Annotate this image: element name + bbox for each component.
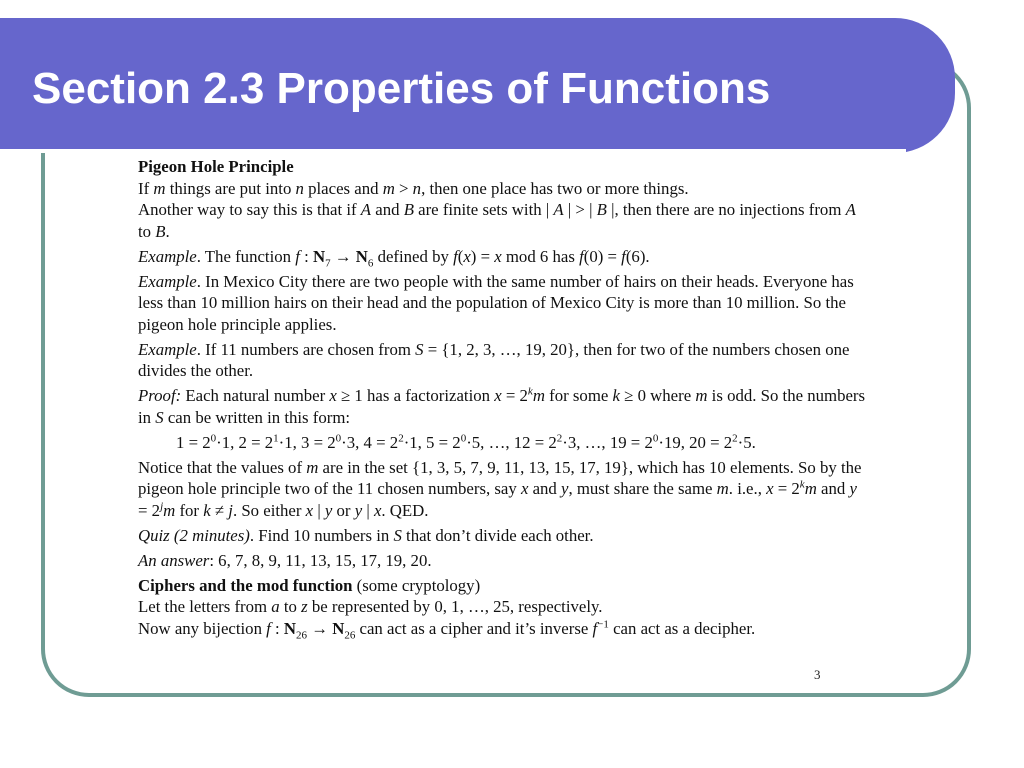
proof-paragraph: Proof: Each natural number x ≥ 1 has a factorization $x = 2^km$ for some k ≥ 0 where m is odd. So the numbers in S can be written in this form: bbox=[138, 385, 866, 427]
answer-paragraph: An answer: 6, 7, 8, 9, 11, 13, 15, 17, 19, 20. bbox=[138, 550, 432, 570]
slide-content bbox=[138, 156, 868, 639]
pigeonhole-heading: Pigeon Hole Principle bbox=[138, 157, 294, 176]
slide-title: Section 2.3 Properties of Functions bbox=[32, 64, 771, 113]
quiz-paragraph: Quiz (2 minutes). Find 10 numbers in S that don’t divide each other. bbox=[138, 525, 594, 545]
cipher-letters-paragraph: Let the letters from a to z be represented by 0, 1, …, 25, respectively. bbox=[138, 597, 603, 616]
title-bar bbox=[0, 18, 955, 153]
factorization-equation: $1 = 2^0\cdot 1$, $2 = 2^1\cdot 1$, $3 = 2^0\cdot 3$, $4 = 2^2\cdot 1$, $5 = 2^0\cdot 5$, …, $12 = 2^2\cdot 3$, …, $19 = 2^0\cdot 19$, $20 = 2^2\cdot 5$. bbox=[176, 431, 756, 452]
pigeonhole-injection-statement: Another way to say this is that if A and B are finite sets with | A | > | B |, then there are no injections from A to B. bbox=[138, 200, 856, 241]
pigeonhole-statement: If m things are put into n places and m > n, then one place has two or more things. bbox=[138, 178, 689, 198]
cipher-bijection-paragraph: Now any bijection f : $N_{26} \to N_{26}$ can act as a cipher and it’s inverse $f^{-1}$ can act as a decipher. bbox=[138, 617, 756, 641]
example-eleven-numbers: Example. If 11 numbers are chosen from S = {1, 2, 3, …, 19, 20}, then for two of the numbers chosen one divides the other. bbox=[138, 339, 850, 380]
title-underline bbox=[0, 149, 906, 153]
example-mexico-city: Example. In Mexico City there are two people with the same number of hairs on their heads. Everyone has less than 10 million hairs on their head and the population of Mexico City is more than 10 million. So the pigeon hole principle applies. bbox=[138, 271, 854, 334]
example-mod-function: Example. The function f : $N_7 \to N_6$ defined by f(x) = x mod 6 has f(0) = f(6). bbox=[138, 246, 650, 269]
notice-paragraph: Notice that the values of m are in the set {1, 3, 5, 7, 9, 11, 13, 15, 17, 19}, which has 10 elements. So by the pigeon hole principle two of the 11 chosen numbers, say x and y, must share the same m. i.e., $x = 2^km$ and $y = 2^jm$ for k ≠ j. So either x | y or y | x. QED. bbox=[138, 457, 862, 520]
ciphers-heading: Ciphers and the mod function (some cryptology) bbox=[138, 575, 481, 595]
page-number: 3 bbox=[814, 667, 821, 682]
